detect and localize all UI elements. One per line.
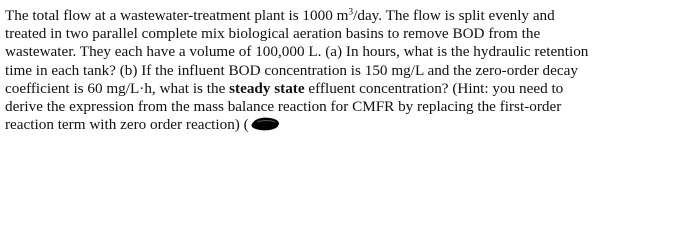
problem-line-2: treated in two parallel complete mix biological aeration basins to remove BOD from the (5, 25, 541, 43)
problem-line-1 (5, 7, 677, 25)
flow-text: The total flow at a wastewater-treatment plant is 1000 m (5, 7, 349, 24)
hint-text: effluent concentration? (Hint: you need to (304, 79, 564, 97)
problem-line-7 (5, 116, 677, 136)
cubic-superscript: 3 (348, 7, 354, 18)
steady-state-emphasis: steady state (229, 79, 305, 97)
problem-line-6: derive the expression from the mass balance reaction for CMFR by replacing the first-order (5, 98, 562, 116)
problem-line-3: wastewater. They each have a volume of 100,000 L. (a) In hours, what is the hydraulic retention (5, 43, 589, 61)
coefficient-text: coefficient is 60 mg/L·h, what is the (5, 79, 230, 97)
redaction-mark-icon (250, 116, 281, 136)
reaction-text: reaction term with zero order reaction) (5, 116, 240, 134)
open-parenthesis: ( (239, 116, 249, 134)
flow-text-end: /day. The flow is split evenly and (353, 7, 555, 24)
problem-line-4: time in each tank? (b) If the influent BOD concentration is 150 mg/L and the zero-order decay (5, 61, 578, 79)
problem-line-5 (5, 80, 677, 98)
problem-text (5, 7, 677, 136)
